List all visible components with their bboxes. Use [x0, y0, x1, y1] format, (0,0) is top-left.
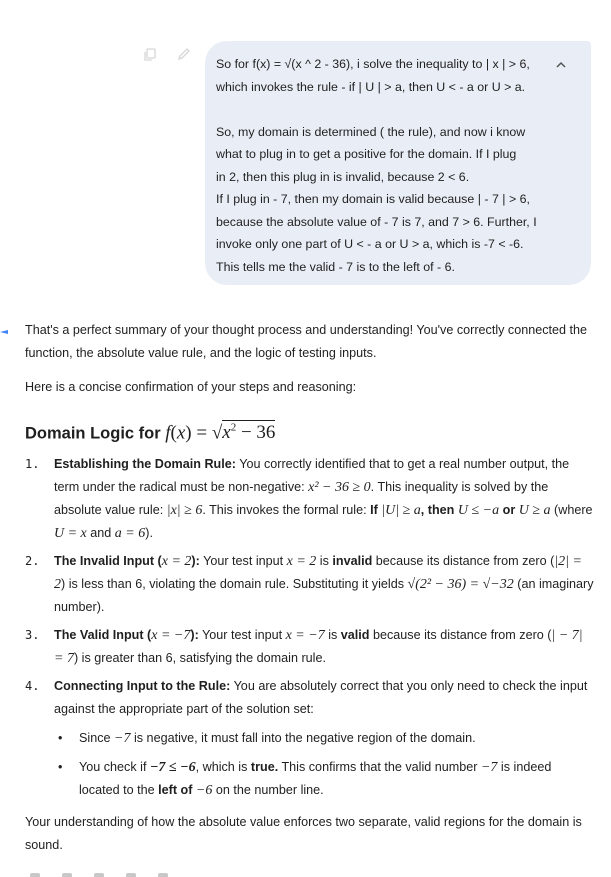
share-icon[interactable]	[126, 873, 136, 877]
user-message-line: what to plug in to get a positive for the domain. If I plug	[216, 147, 517, 161]
list-item: 3. The Valid Input (x = −7): Your test input x = −7 is valid because its distance from zero (| − 7| = 7) is greater than 6, satisfying the domain rule.	[25, 628, 583, 666]
sub-list-item: • You check if −7 ≤ −6, which is true. This confirms that the valid number −7 is indeed located to the left of −6 on the number line.	[58, 760, 552, 798]
user-message-line: So for f(x) = √(x ^ 2 - 36), i solve the inequality to | x | > 6,	[216, 57, 530, 71]
lead-text: Here is a concise confirmation of your steps and reasoning:	[25, 380, 357, 394]
thumbs-up-icon[interactable]	[30, 873, 40, 877]
section-heading: Domain Logic for $f(x) = √x^2 - 36$	[25, 422, 276, 444]
chevron-up-icon[interactable]	[554, 58, 568, 70]
thumbs-down-icon[interactable]	[62, 873, 72, 877]
list-item: 2. The Invalid Input (x = 2): Your test input x = 2 is invalid because its distance from zero (|2| = 2) is less than 6, violating the domain rule. Substituting it yields √(2² − 36) = √−32 (an imaginary number).	[25, 554, 594, 614]
user-message-line: invoke only one part of U < - a or U > a, which is -7 < -6.	[216, 237, 524, 251]
user-message-bubble	[205, 41, 591, 285]
closing-text: Your understanding of how the absolute value enforces two separate, valid regions for the domain is sound.	[25, 815, 582, 852]
response-intro	[25, 319, 600, 399]
gemini-spark-icon	[0, 324, 8, 334]
user-message-line: which invokes the rule - if | U | > a, then U < - a or U > a.	[216, 79, 526, 94]
sub-list	[54, 727, 595, 802]
steps-list	[25, 453, 595, 808]
intro-text: That's a perfect summary of your thought process and understanding! You've correctly connected the function, the absolute value rule, and the logic of testing inputs.	[25, 323, 588, 360]
user-message-line: So, my domain is determined ( the rule), and now i know	[216, 124, 526, 139]
edit-icon[interactable]	[176, 46, 192, 62]
response-actions	[30, 873, 168, 877]
user-message-line: This tells me the valid - 7 is to the left of - 6.	[216, 259, 455, 274]
list-item: 4. Connecting Input to the Rule: You are absolutely correct that you only need to check the input against the appropriate part of the solution set: • Since −7 is negative, it must fall into the negative region of the domain. • You check if −7 ≤ −6, which is true. This confirms that the valid number −7 is indeed located to the left of −6 on the number line.	[25, 675, 595, 802]
user-message-line: in 2, then this plug in is invalid, because 2 < 6.	[216, 169, 470, 184]
user-message-line: If I plug in - 7, then my domain is valid because | - 7 | > 6,	[216, 192, 530, 206]
user-message-line: because the absolute value of - 7 is 7, and 7 > 6. Further, I	[216, 214, 537, 229]
copy-icon[interactable]	[143, 48, 157, 62]
regenerate-icon[interactable]	[94, 873, 104, 877]
more-icon[interactable]	[158, 873, 168, 877]
list-item: 1. Establishing the Domain Rule: You correctly identified that to get a real number output, the term under the radical must be non-negative: x² − 36 ≥ 0. This inequality is solved by the absolute value rule: |x| ≥ 6. This invokes the formal rule: If |U| ≥ a, then U ≤ −a or U ≥ a (where U = x and a = 6).	[25, 457, 593, 541]
sub-list-item: • Since −7 is negative, it must fall into the negative region of the domain.	[58, 731, 476, 746]
